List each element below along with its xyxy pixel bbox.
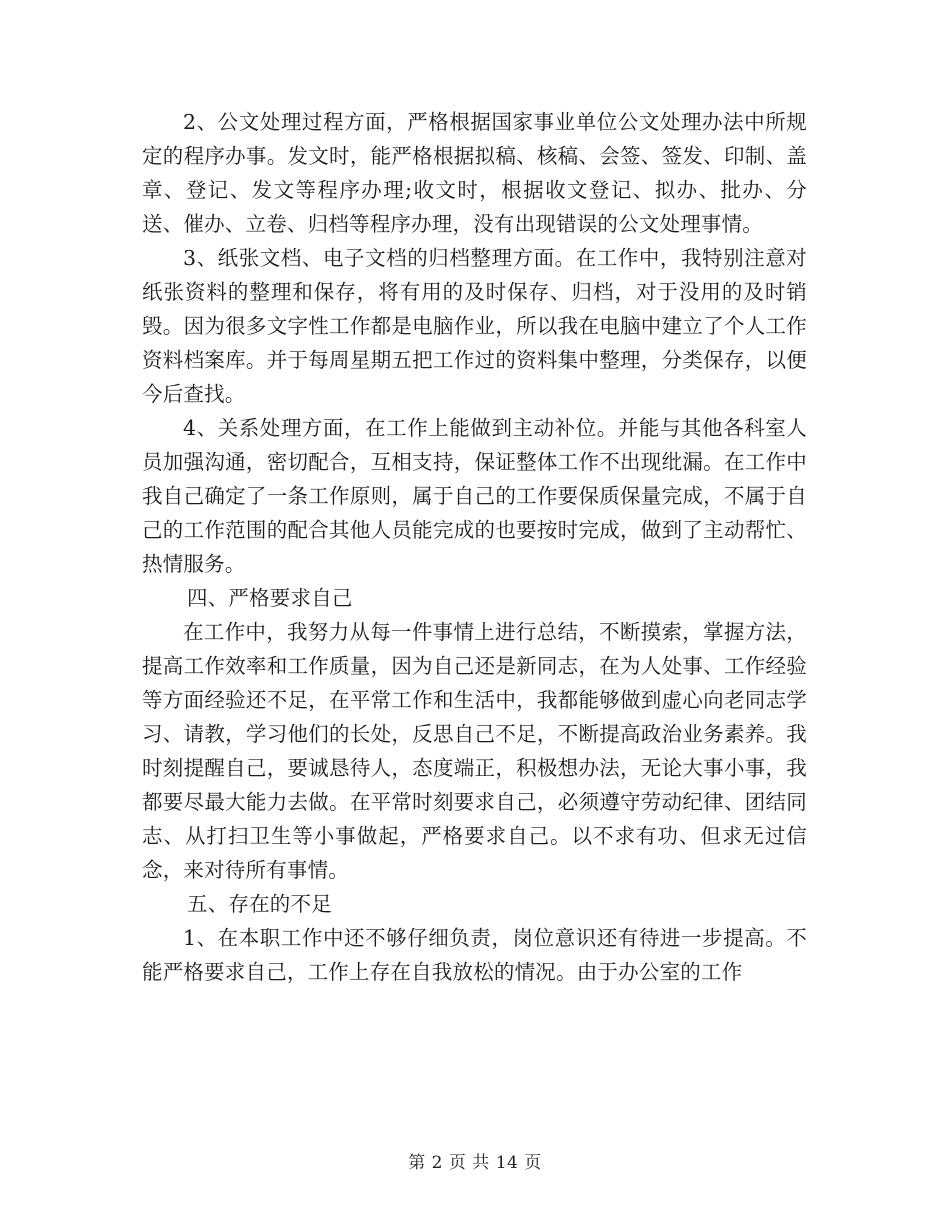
paragraph-document-processing: 2、公文处理过程方面，严格根据国家事业单位公文处理办法中所规定的程序办事。发文时，能严格根据拟稿、核稿、会签、签发、印制、盖章、登记、发文等程序办理;收文时，根据收文登记、拟办、批办、分送、催办、立卷、归档等程序办理，没有出现错误的公文处理事情。	[142, 110, 807, 236]
section-heading-shortcomings: 五、存在的不足	[187, 892, 332, 916]
paragraph-archive-organizing: 3、纸张文档、电子文档的归档整理方面。在工作中，我特别注意对纸张资料的整理和保存，将有用的及时保存、归档，对于没用的及时销毁。因为很多文字性工作都是电脑作业，所以我在电脑中建立了个人工作资料档案库。并于每周星期五把工作过的资料集中整理，分类保存，以便今后查找。	[142, 246, 807, 406]
paragraph-shortcoming-1: 1、在本职工作中还不够仔细负责，岗位意识还有待进一步提高。不能严格要求自己，工作上存在自我放松的情况。由于办公室的工作	[142, 926, 807, 984]
document-page	[142, 105, 807, 989]
page-footer: 第 2 页 共 14 页	[408, 1153, 542, 1173]
paragraph-relationship-handling: 4、关系处理方面，在工作上能做到主动补位。并能与其他各科室人员加强沟通，密切配合，互相支持，保证整体工作不出现纰漏。在工作中我自己确定了一条工作原则，属于自己的工作要保质保量完成，不属于自己的工作范围的配合其他人员能完成的也要按时完成，做到了主动帮忙、热情服务。	[142, 416, 807, 576]
paragraph-self-discipline: 在工作中，我努力从每一件事情上进行总结，不断摸索，掌握方法，提高工作效率和工作质量，因为自己还是新同志，在为人处事、工作经验等方面经验还不足，在平常工作和生活中，我都能够做到虚心向老同志学习、请教，学习他们的长处，反思自己不足，不断提高政治业务素养。我时刻提醒自己，要诚恳待人，态度端正，积极想办法，无论大事小事，我都要尽最大能力去做。在平常时刻要求自己，必须遵守劳动纪律、团结同志、从打扫卫生等小事做起，严格要求自己。以不求有功、但求无过信念，来对待所有事情。	[142, 620, 807, 882]
section-heading-strict-requirements: 四、严格要求自己	[187, 586, 353, 610]
